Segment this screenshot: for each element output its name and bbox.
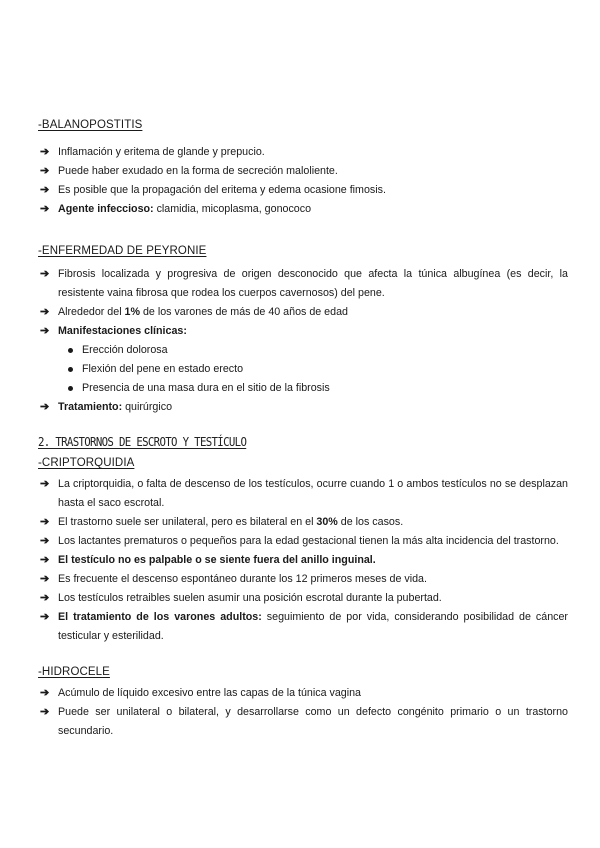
list-item: ➔ Tratamiento: quirúrgico: [38, 398, 568, 417]
arrow-icon: ➔: [40, 401, 50, 413]
arrow-icon: ➔: [40, 573, 50, 585]
list-item: ➔ Puede haber exudado en la forma de secreción maloliente.: [38, 162, 568, 181]
bullet-dot-icon: [68, 386, 73, 391]
list-item: ➔ Los testículos retraibles suelen asumir una posición escrotal durante la pubertad.: [38, 589, 568, 608]
section-balanopostitis: [38, 117, 568, 219]
list-item: ➔ El tratamiento de los varones adultos: seguimiento de por vida, considerando posibilidad de cáncer testicular y esterilidad.: [38, 608, 568, 646]
arrow-icon: ➔: [40, 146, 50, 158]
chapter-heading: [38, 433, 568, 451]
bullet-dot-icon: [68, 367, 73, 372]
sub-bullet-list: [38, 341, 568, 398]
section-hidrocele: [38, 664, 568, 741]
section-title: -HIDROCELE: [38, 666, 110, 678]
arrow-icon: ➔: [40, 706, 50, 718]
list-item: ➔ Inflamación y eritema de glande y prepucio.: [38, 143, 568, 162]
arrow-icon: ➔: [40, 325, 50, 337]
arrow-icon: ➔: [40, 611, 50, 623]
section-criptorquidia: [38, 455, 568, 646]
bullet-list: [38, 265, 568, 341]
list-item: ➔ Puede ser unilateral o bilateral, y desarrollarse como un defecto congénito primario o un trastorno secundario.: [38, 703, 568, 741]
bullet-dot-icon: [68, 348, 73, 353]
list-item: ➔ Es posible que la propagación del eritema y edema ocasione fimosis.: [38, 181, 568, 200]
chapter-title: 2. TRASTORNOS DE ESCROTO Y TESTÍCULO: [38, 434, 247, 449]
bullet-list: [38, 475, 568, 646]
manifestations-label: Manifestaciones clínicas:: [58, 325, 187, 337]
arrow-icon: ➔: [40, 165, 50, 177]
arrow-icon: ➔: [40, 554, 50, 566]
arrow-icon: ➔: [40, 203, 50, 215]
arrow-icon: ➔: [40, 535, 50, 547]
arrow-icon: ➔: [40, 306, 50, 318]
list-item: ➔ Los lactantes prematuros o pequeños para la edad gestacional tienen la más alta incidencia del trastorno.: [38, 532, 568, 551]
section-title: -CRIPTORQUIDIA: [38, 457, 135, 469]
bullet-list: [38, 143, 568, 219]
section-peyronie: [38, 243, 568, 417]
sub-list-item: Presencia de una masa dura en el sitio de la fibrosis: [38, 379, 568, 398]
arrow-icon: ➔: [40, 687, 50, 699]
list-item: ➔ El trastorno suele ser unilateral, pero es bilateral en el 30% de los casos.: [38, 513, 568, 532]
list-item: ➔ Alrededor del 1% de los varones de más de 40 años de edad: [38, 303, 568, 322]
sub-list-item: Erección dolorosa: [38, 341, 568, 360]
bullet-list: [38, 398, 568, 417]
list-item: ➔ Agente infeccioso: clamidia, micoplasma, gonococo: [38, 200, 568, 219]
section-title: -ENFERMEDAD DE PEYRONIE: [38, 245, 207, 257]
arrow-icon: ➔: [40, 478, 50, 490]
document-page: [38, 117, 568, 741]
list-item: ➔ Fibrosis localizada y progresiva de origen desconocido que afecta la túnica albugínea (es decir, la resistente vaina fibrosa que rodea los cuerpos cavernosos) del pene.: [38, 265, 568, 303]
list-item: ➔ Acúmulo de líquido excesivo entre las capas de la túnica vagina: [38, 684, 568, 703]
sub-list-item: Flexión del pene en estado erecto: [38, 360, 568, 379]
arrow-icon: ➔: [40, 184, 50, 196]
arrow-icon: ➔: [40, 592, 50, 604]
list-item: [38, 322, 568, 341]
agent-label: Agente infeccioso:: [58, 203, 154, 215]
treatment-label: Tratamiento:: [58, 401, 123, 413]
arrow-icon: ➔: [40, 268, 50, 280]
list-item: ➔ El testículo no es palpable o se siente fuera del anillo inguinal.: [38, 551, 568, 570]
list-item: ➔ Es frecuente el descenso espontáneo durante los 12 primeros meses de vida.: [38, 570, 568, 589]
bullet-list: [38, 684, 568, 741]
section-title: -BALANOPOSTITIS: [38, 119, 143, 131]
arrow-icon: ➔: [40, 516, 50, 528]
list-item: ➔ La criptorquidia, o falta de descenso de los testículos, ocurre cuando 1 o ambos testículos no se desplazan hasta el saco escrotal.: [38, 475, 568, 513]
